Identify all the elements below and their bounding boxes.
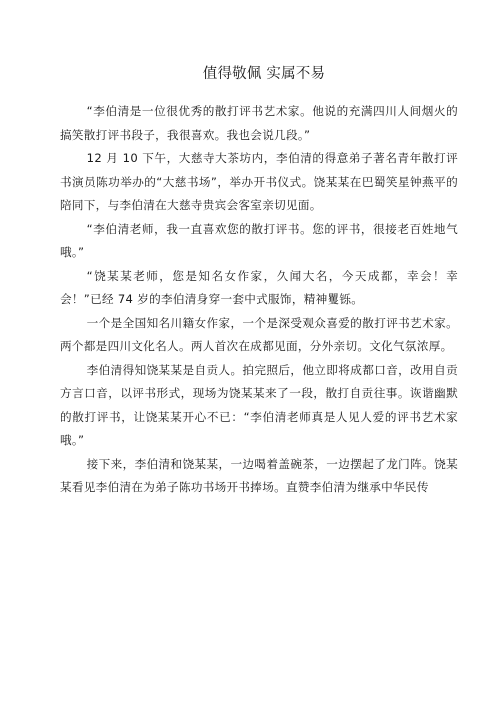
paragraph: “李伯清是一位很优秀的散打评书艺术家。他说的充满四川人间烟火的搞笑散打评书段子，我很喜欢。我也会说几段。” [60, 104, 458, 142]
paragraph: 李伯清得知饶某某是自贡人。拍完照后，他立即将成都口音，改用自贡方言口音，以评书形式，现场为饶某某来了一段，散打自贡往事。诙谐幽默的散打评书，让饶某某开心不已：“李伯清老师真是人见人爱的评书艺术家哦。” [60, 362, 458, 447]
document-title: 值得敬佩 实属不易 [202, 66, 326, 82]
paragraph: 12 月 10 下午，大慈寺大茶坊内，李伯清的得意弟子著名青年散打评书演员陈功举办的“大慈书场”，举办开书仪式。饶某某在巴蜀笑星钟燕平的陪同下，与李伯清在大慈寺贵宾会客室亲切见面。 [60, 151, 458, 212]
paragraph: “李伯清老师，我一直喜欢您的散打评书。您的评书，很接老百姓地气哦。” [60, 221, 458, 259]
paragraph: 接下来，李伯清和饶某某，一边喝着盖碗茶，一边摆起了龙门阵。饶某某看见李伯清在为弟子陈功书场开书捧场。直赞李伯清为继承中华民传 [60, 456, 458, 494]
paragraph: “饶某某老师，您是知名女作家，久闻大名，今天成都，幸会！幸会！”已经 74 岁的李伯清身穿一套中式服饰，精神矍铄。 [60, 268, 458, 306]
paragraph: 一个是全国知名川籍女作家，一个是深受观众喜爱的散打评书艺术家。两个都是四川文化名人。两人首次在成都见面，分外亲切。文化气氛浓厚。 [60, 315, 458, 353]
